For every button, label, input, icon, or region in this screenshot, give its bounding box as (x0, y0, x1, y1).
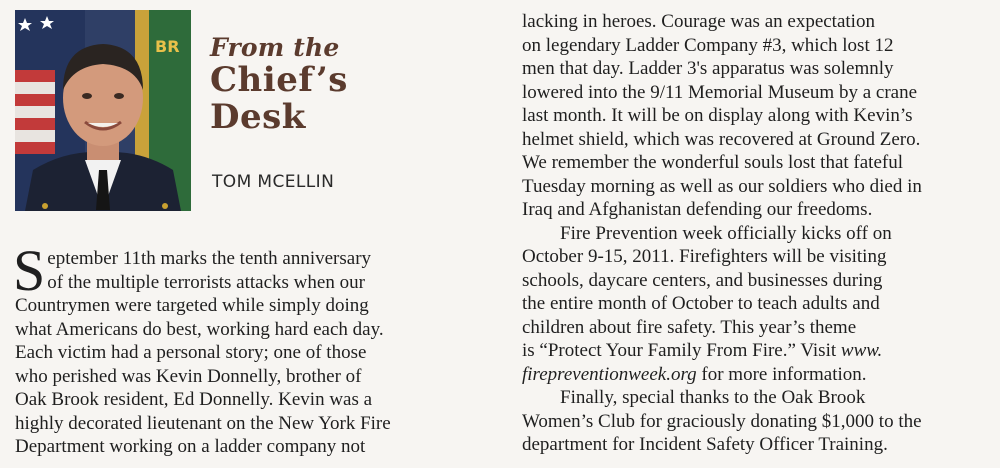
text-line: Each victim had a personal story; one of those (15, 342, 367, 363)
text-line: what Americans do best, working hard each day. (15, 318, 384, 340)
text-line: lacking in heroes. Courage was an expectation (522, 11, 875, 32)
text-line: helmet shield, which was recovered at Ground Zero. (522, 128, 921, 150)
website-link-part-b[interactable]: firepreventionweek.org (522, 363, 697, 385)
left-column (13, 238, 475, 459)
text-line: Fire Prevention week officially kicks off on (560, 222, 892, 244)
right-column (522, 10, 992, 457)
website-link-part-a[interactable]: www. (840, 340, 883, 361)
text-line: on legendary Ladder Company #3, which lost 12 (522, 34, 894, 56)
heading-title-line1: Chief’s (210, 60, 348, 100)
right-paragraph-1 (522, 10, 992, 222)
text-line: Oak Brook resident, Ed Donnelly. Kevin was a (15, 389, 373, 410)
text-line: Women’s Club for graciously donating $1,000 to the (522, 410, 922, 432)
text-line: highly decorated lieutenant on the New York Fire (15, 412, 391, 434)
text-line: Tuesday morning as well as our soldiers who died in (522, 175, 922, 197)
heading-kicker: From the (210, 33, 340, 62)
text-line: Department working on a ladder company not (15, 436, 366, 457)
text-line: department for Incident Safety Officer Training. (522, 434, 888, 455)
right-paragraph-3 (522, 386, 992, 457)
text-line: is “Protect Your Family From Fire.” Visit (522, 340, 841, 361)
text-line: of the multiple terrorists attacks when our (47, 271, 365, 293)
text-line: Countrymen were targeted while simply doing (15, 295, 369, 316)
column-heading (210, 34, 348, 136)
text-line: schools, daycare centers, and businesses during (522, 269, 883, 291)
right-paragraph-2 (522, 222, 992, 387)
left-paragraph (13, 238, 475, 459)
text-line: eptember 11th marks the tenth anniversary (47, 248, 372, 269)
text-line: children about fire safety. This year’s theme (522, 316, 857, 338)
text-line: for more information. (696, 363, 867, 385)
chief-portrait-photo (15, 10, 191, 211)
flag-patch-text: BR (155, 37, 180, 56)
text-line: men that day. Ladder 3's apparatus was solemnly (522, 58, 894, 79)
author-byline: TOM MCELLIN (212, 172, 335, 192)
text-line: Iraq and Afghanistan defending our freedoms. (522, 199, 873, 220)
text-line: who perished was Kevin Donnelly, brother of (15, 365, 362, 387)
text-line: last month. It will be on display along with Kevin’s (522, 105, 913, 126)
text-line: Finally, special thanks to the Oak Brook (560, 387, 866, 408)
text-line: We remember the wonderful souls lost that fateful (522, 152, 903, 173)
heading-title-line2: Desk (210, 97, 306, 137)
text-line: the entire month of October to teach adults and (522, 293, 880, 314)
drop-cap: S (13, 238, 46, 303)
text-line: October 9-15, 2011. Firefighters will be visiting (522, 246, 887, 267)
text-line: lowered into the 9/11 Memorial Museum by a crane (522, 81, 918, 103)
